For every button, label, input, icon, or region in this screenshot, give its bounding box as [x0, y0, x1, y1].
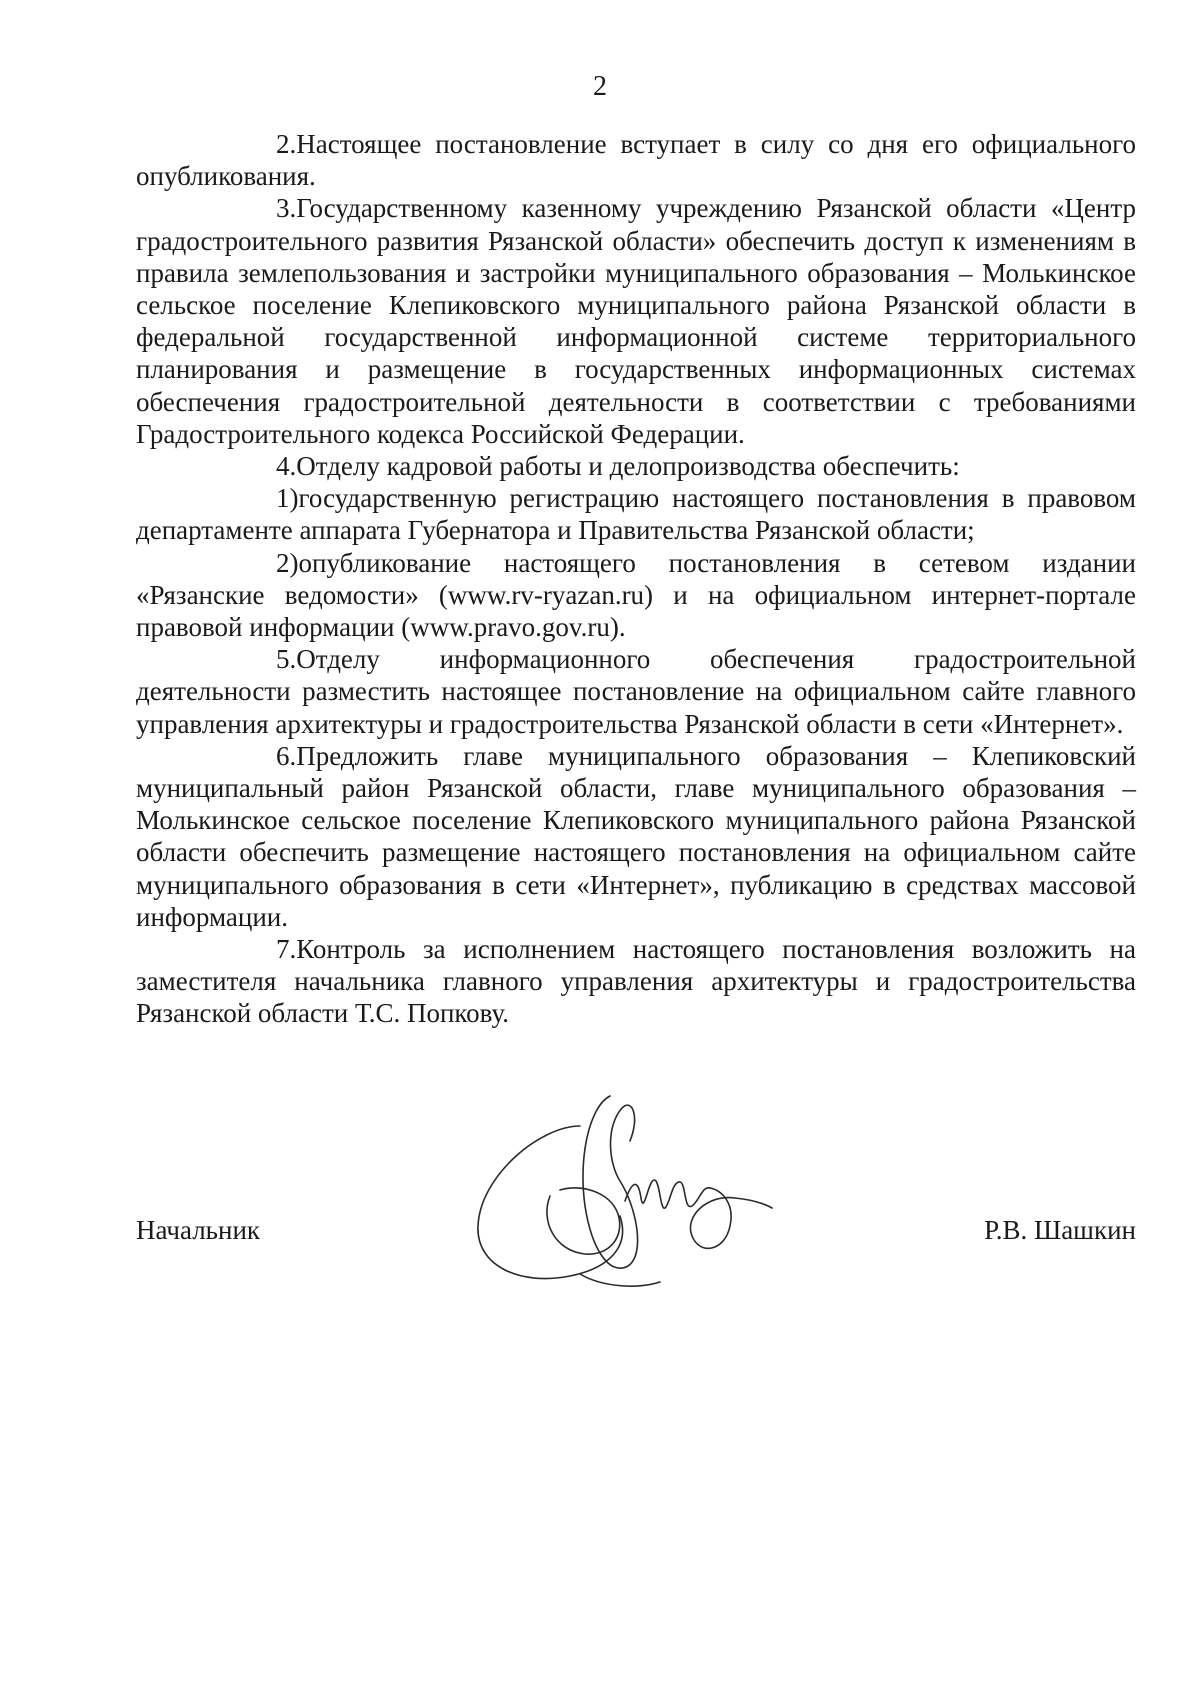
paragraph-text: государственную регистрацию настоящего постановления в правовом департаменте аппарата Губернатора и Правительства Рязанской области;: [136, 483, 1136, 546]
signature-drawing: [460, 1086, 780, 1296]
paragraph-number: 3.: [276, 193, 297, 224]
paragraph-subitem-2: [136, 547, 1136, 644]
paragraph-number: 2): [276, 547, 299, 578]
resolution-body: [136, 128, 1136, 1030]
paragraph-text: Настоящее постановление вступает в силу со дня его официального опубликования.: [136, 129, 1136, 192]
signatory-name: Р.В. Шашкин: [984, 1215, 1136, 1245]
paragraph-number: 2.: [276, 129, 297, 159]
paragraph-number: 6.: [276, 740, 297, 771]
paragraph-text: опубликование настоящего постановления в сетевом издании «Рязанские ведомости» (www.rv-ryazan.ru) и на официальном интернет-портале правовой информации (www.pravo.gov.ru).: [136, 547, 1136, 643]
paragraph-text: Контроль за исполнением настоящего постановления возложить на заместителя начальника главного управления архитектуры и градостроительства Рязанской области Т.С. Попкову.: [136, 934, 1136, 1029]
signatory-title: Начальник: [136, 1215, 261, 1245]
paragraph-item-3: [136, 192, 1136, 450]
paragraph-number: 4.: [276, 451, 297, 482]
paragraph-text: Отделу кадровой работы и делопроизводства обеспечить:: [296, 451, 960, 482]
paragraph-text: Государственному казенному учреждению Рязанской области «Центр градостроительного развития Рязанской области» обеспечить доступ к изменениям в правила землепользования и застройки муниципального образования – Молькинское сельское поселение Клепиковского муниципального района Рязанской области в федеральной государственной информационной системе территориального планирования и размещение в государственных информационных системах обеспечения градостроительной деятельности в соответствии с требованиями Градостроительного кодекса Российской Федерации.: [136, 193, 1136, 449]
signature-stroke: [625, 1180, 710, 1208]
paragraph-subitem-1: [136, 482, 1136, 546]
signature-stroke: [580, 1274, 660, 1286]
paragraph-number: 1): [276, 483, 299, 514]
paragraph-item-2: [136, 128, 1136, 192]
paragraph-item-6: [136, 740, 1136, 933]
paragraph-text: Предложить главе муниципального образования – Клепиковский муниципальный район Рязанской области, главе муниципального образования – Молькинское сельское поселение Клепиковского муниципального района Рязанской области обеспечить размещение настоящего постановления на официальном сайте муниципального образования в сети «Интернет», публикацию в средствах массовой информации.: [136, 740, 1136, 932]
handwritten-signature: [460, 1086, 780, 1296]
paragraph-item-7: [136, 933, 1136, 1030]
paragraph-number: 7.: [276, 934, 297, 965]
paragraph-text: Отделу информационного обеспечения градостроительной деятельности разместить настоящее постановление на официальном сайте главного управления архитектуры и градостроительства Рязанской области в сети «Интернет».: [136, 644, 1136, 739]
paragraph-item-5: [136, 643, 1136, 740]
paragraph-item-4: [136, 450, 1136, 482]
signature-block: [136, 1214, 1136, 1254]
page-number: 2: [593, 71, 607, 102]
paragraph-number: 5.: [276, 644, 297, 675]
